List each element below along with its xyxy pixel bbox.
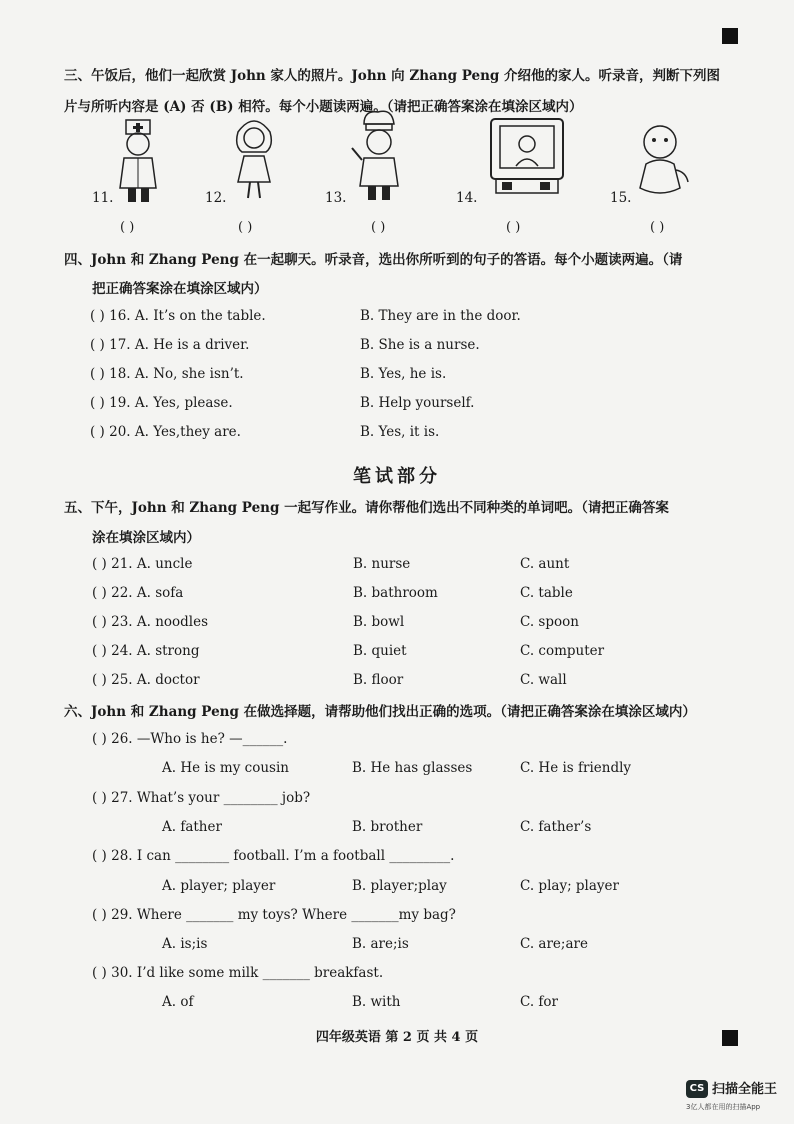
answer-paren-11[interactable]: ( ) xyxy=(120,220,135,235)
girl-icon xyxy=(228,112,280,200)
q26-option-b: B. He has glasses xyxy=(352,760,473,776)
q22-option-c: C. table xyxy=(520,585,573,601)
tv-icon xyxy=(488,116,566,200)
q27-option-a: A. father xyxy=(162,819,222,835)
q17-stem: ( ) 17. A. He is a driver. xyxy=(90,337,250,353)
q21-stem: ( ) 21. A. uncle xyxy=(92,556,193,572)
q29-option-c: C. are;are xyxy=(520,936,588,952)
q16-stem: ( ) 16. A. It’s on the table. xyxy=(90,308,266,324)
answer-paren-13[interactable]: ( ) xyxy=(371,220,386,235)
section3-instruction-line2: 片与所听内容是 (A) 否 (B) 相符。每个小题读两遍。（请把正确答案涂在填涂区域内） xyxy=(64,99,583,115)
q23-option-c: C. spoon xyxy=(520,614,579,630)
q20-stem: ( ) 20. A. Yes,they are. xyxy=(90,424,241,440)
q28-option-a: A. player; player xyxy=(162,878,276,894)
q26-stem: ( ) 26. —Who is he? —______. xyxy=(92,731,288,747)
q30-option-a: A. of xyxy=(162,994,194,1010)
answer-paren-14[interactable]: ( ) xyxy=(506,220,521,235)
q23-option-b: B. bowl xyxy=(353,614,405,630)
picture-number-15: 15. xyxy=(610,190,632,206)
q26-option-c: C. He is friendly xyxy=(520,760,632,776)
section5-instruction-line2: 涂在填涂区域内） xyxy=(92,530,200,546)
q29-option-b: B. are;is xyxy=(352,936,409,952)
q20-option-b: B. Yes, it is. xyxy=(360,424,440,440)
q30-stem: ( ) 30. I’d like some milk _______ breakfast. xyxy=(92,965,384,981)
q22-option-b: B. bathroom xyxy=(353,585,438,601)
picture-number-12: 12. xyxy=(205,190,227,206)
answer-paren-12[interactable]: ( ) xyxy=(238,220,253,235)
section6-instruction: 六、John 和 Zhang Peng 在做选择题，请帮助他们找出正确的选项。（请把正确答案涂在填涂区域内） xyxy=(64,704,696,720)
section4-instruction-line2: 把正确答案涂在填涂区域内） xyxy=(92,281,268,297)
picture-number-13: 13. xyxy=(325,190,347,206)
q28-option-b: B. player;play xyxy=(352,878,447,894)
q27-option-c: C. father’s xyxy=(520,819,592,835)
scanner-app-name: 扫描全能王 xyxy=(712,1082,778,1097)
q25-option-c: C. wall xyxy=(520,672,567,688)
q19-option-b: B. Help yourself. xyxy=(360,395,475,411)
section3-instruction-line1: 三、午饭后，他们一起欣赏 John 家人的照片。John 向 Zhang Peng 介绍他的家人。听录音，判断下列图 xyxy=(64,68,721,84)
picture-number-14: 14. xyxy=(456,190,478,206)
baby-icon xyxy=(634,120,692,200)
scanner-app-tagline: 3亿人都在用的扫描App xyxy=(686,1103,761,1111)
q30-option-c: C. for xyxy=(520,994,559,1010)
q17-option-b: B. She is a nurse. xyxy=(360,337,480,353)
q22-stem: ( ) 22. A. sofa xyxy=(92,585,184,601)
written-part-title: 笔试部分 xyxy=(353,466,441,487)
q24-option-c: C. computer xyxy=(520,643,605,659)
q29-stem: ( ) 29. Where _______ my toys? Where _______my bag? xyxy=(92,907,456,923)
q23-stem: ( ) 23. A. noodles xyxy=(92,614,209,630)
q25-option-b: B. floor xyxy=(353,672,404,688)
q24-stem: ( ) 24. A. strong xyxy=(92,643,200,659)
q26-option-a: A. He is my cousin xyxy=(162,760,289,776)
q29-option-a: A. is;is xyxy=(162,936,208,952)
q19-stem: ( ) 19. A. Yes, please. xyxy=(90,395,233,411)
cook-icon xyxy=(348,108,408,204)
section5-instruction-line1: 五、下午，John 和 Zhang Peng 一起写作业。请你帮他们选出不同种类的单词吧。（请把正确答案 xyxy=(64,500,669,516)
q18-stem: ( ) 18. A. No, she isn’t. xyxy=(90,366,244,382)
corner-marker-top xyxy=(722,28,738,44)
section4-instruction-line1: 四、John 和 Zhang Peng 在一起聊天。听录音，选出你所听到的句子的答语。每个小题读两遍。（请 xyxy=(64,252,683,268)
picture-number-11: 11. xyxy=(92,190,114,206)
q28-stem: ( ) 28. I can ________ football. I’m a football _________. xyxy=(92,848,455,864)
q27-stem: ( ) 27. What’s your ________ job? xyxy=(92,790,311,806)
doctor-icon xyxy=(114,118,164,206)
q21-option-c: C. aunt xyxy=(520,556,570,572)
q18-option-b: B. Yes, he is. xyxy=(360,366,447,382)
q27-option-b: B. brother xyxy=(352,819,423,835)
corner-marker-bottom xyxy=(722,1030,738,1046)
q21-option-b: B. nurse xyxy=(353,556,411,572)
q16-option-b: B. They are in the door. xyxy=(360,308,521,324)
q25-stem: ( ) 25. A. doctor xyxy=(92,672,200,688)
q28-option-c: C. play; player xyxy=(520,878,619,894)
cs-logo-icon: CS xyxy=(686,1080,708,1098)
answer-paren-15[interactable]: ( ) xyxy=(650,220,665,235)
q24-option-b: B. quiet xyxy=(353,643,407,659)
q30-option-b: B. with xyxy=(352,994,401,1010)
page-footer: 四年级英语 第 2 页 共 4 页 xyxy=(315,1030,479,1045)
